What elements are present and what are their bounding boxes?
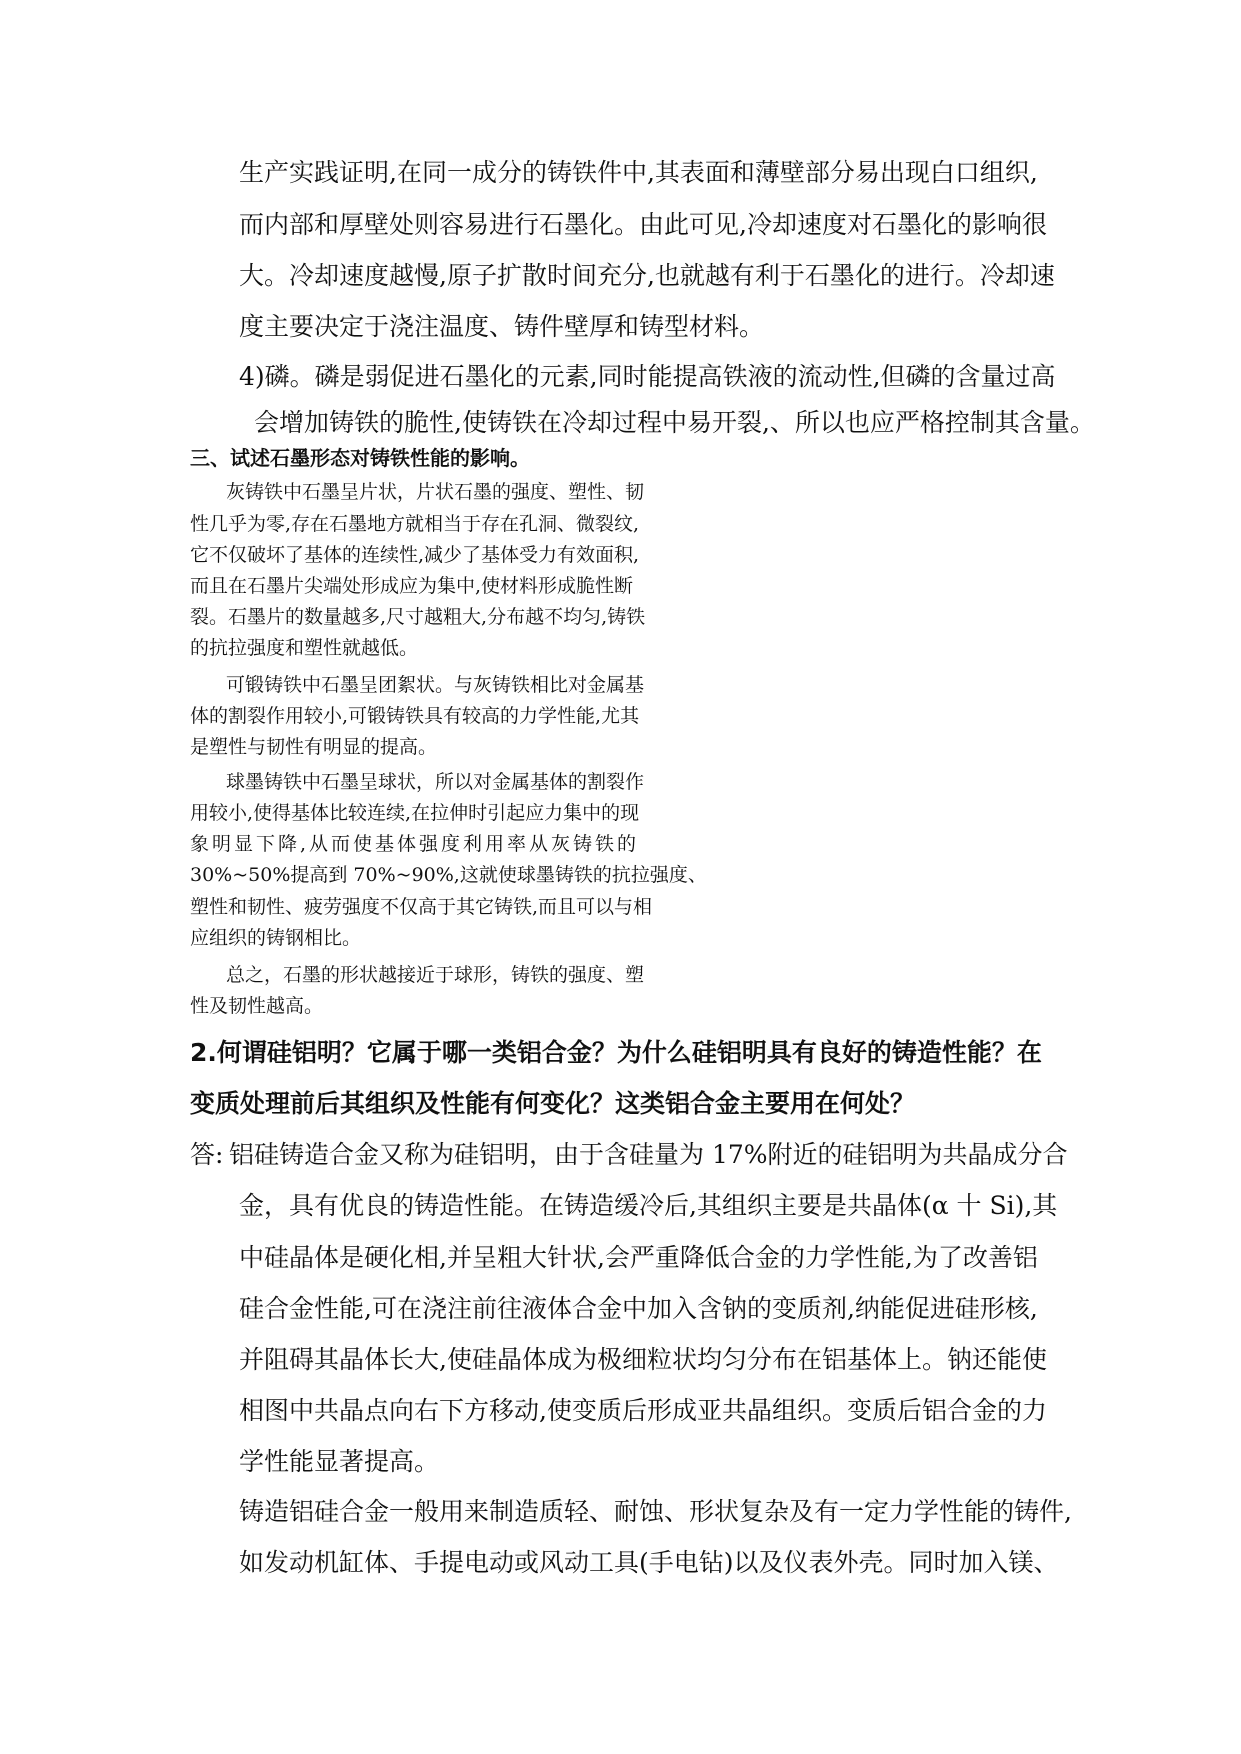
paragraph-line: 4)磷。磷是弱促进石墨化的元素,同时能提高铁液的流动性,但磷的含量过高 [239,362,1056,391]
answer-line: 中硅晶体是硬化相,并呈粗大针状,会严重降低合金的力学性能,为了改善铝 [239,1243,1038,1272]
paragraph-line: 象明显下降,从而使基体强度利用率从灰铸铁的 [190,833,640,855]
section-heading: 三、试述石墨形态对铸铁性能的影响。 [190,446,530,470]
paragraph-line: 体的割裂作用较小,可锻铸铁具有较高的力学性能,尤其 [190,705,640,727]
answer-line: 铝硅铸造合金又称为硅铝明，由于含硅量为 17%附近的硅铝明为共晶成分合 [229,1140,1068,1169]
paragraph-line: 裂。石墨片的数量越多,尺寸越粗大,分布越不均匀,铸铁 [190,606,646,628]
paragraph-line: 30%~50%提高到 70%~90%,这就使球墨铸铁的抗拉强度、 [190,864,707,886]
paragraph-line: 而内部和厚壁处则容易进行石墨化。由此可见,冷却速度对石墨化的影响很 [239,210,1047,239]
question-line: 2.何谓硅铝明？它属于哪一类铝合金？为什么硅铝明具有良好的铸造性能？在 [190,1038,1042,1067]
paragraph-line: 塑性和韧性、疲劳强度不仅高于其它铸铁,而且可以与相 [190,896,653,918]
paragraph-line: 它不仅破坏了基体的连续性,减少了基体受力有效面积, [190,544,640,566]
paragraph-line: 性几乎为零,存在石墨地方就相当于存在孔洞、微裂纹, [190,513,640,535]
answer-line: 并阻碍其晶体长大,使硅晶体成为极细粒状均匀分布在铝基体上。钠还能使 [239,1345,1047,1374]
paragraph-line: 可锻铸铁中石墨呈团絮状。与灰铸铁相比对金属基 [226,674,645,696]
paragraph-line: 是塑性与韧性有明显的提高。 [190,736,438,758]
paragraph-line: 用较小,使得基体比较连续,在拉伸时引起应力集中的现 [190,802,640,824]
paragraph-line: 的抗拉强度和塑性就越低。 [190,637,419,659]
paragraph-line: 灰铸铁中石墨呈片状，片状石墨的强度、塑性、韧 [226,481,645,503]
paragraph-line: 应组织的铸钢相比。 [190,927,362,949]
paragraph-line: 性及韧性越高。 [190,995,324,1017]
answer-line: 铸造铝硅合金一般用来制造质轻、耐蚀、形状复杂及有一定力学性能的铸件, [239,1497,1072,1526]
answer-label: 答: [190,1140,224,1169]
answer-line: 学性能显著提高。 [239,1447,440,1476]
question-line: 变质处理前后其组织及性能有何变化？这类铝合金主要用在何处？ [190,1089,916,1118]
answer-line: 相图中共晶点向右下方移动,使变质后形成亚共晶组织。变质后铝合金的力 [239,1396,1047,1425]
paragraph-line: 大。冷却速度越慢,原子扩散时间充分,也就越有利于石墨化的进行。冷却速 [239,261,1055,290]
answer-line: 如发动机缸体、手提电动或风动工具(手电钻)以及仪表外壳。同时加入镁、 [239,1548,1059,1577]
answer-line: 硅合金性能,可在浇注前往液体合金中加入含钠的变质剂,纳能促进硅形核, [239,1294,1038,1323]
paragraph-line: 度主要决定于浇注温度、铸件壁厚和铸型材料。 [239,312,765,341]
paragraph-line: 生产实践证明,在同一成分的铸铁件中,其表面和薄壁部分易出现白口组织, [239,158,1038,187]
paragraph-line: 而且在石墨片尖端处形成应为集中,使材料形成脆性断 [190,575,634,597]
answer-line: 金，具有优良的铸造性能。在铸造缓冷后,其组织主要是共晶体(α 十 Si),其 [239,1191,1058,1220]
paragraph-line: 总之，石墨的形状越接近于球形，铸铁的强度、塑 [226,964,645,986]
paragraph-line: 球墨铸铁中石墨呈球状，所以对金属基体的割裂作 [226,771,645,793]
paragraph-line: 会增加铸铁的脆性,使铸铁在冷却过程中易开裂,、所以也应严格控制其含量。 [254,408,1095,437]
